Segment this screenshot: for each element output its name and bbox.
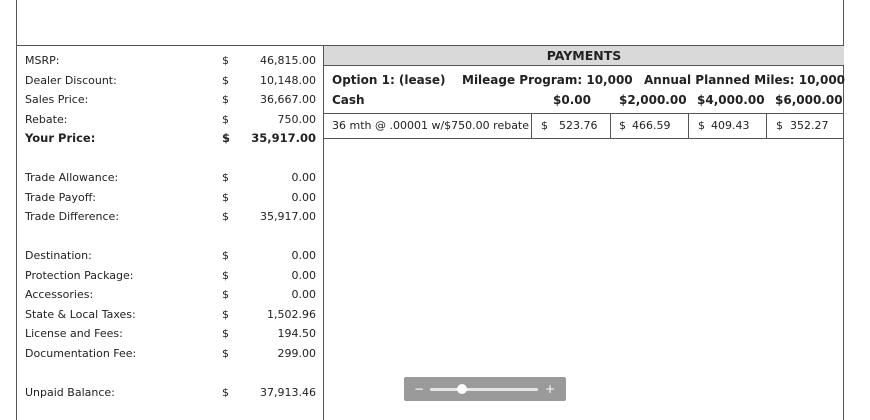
currency-symbol: $ — [222, 93, 229, 106]
row-protection-package — [17, 266, 323, 286]
currency-symbol: $ — [222, 327, 229, 340]
cell-divider — [610, 114, 611, 138]
row-amount: 0.00 — [291, 268, 316, 282]
payment-currency: $ — [698, 119, 705, 132]
mileage-program: Mileage Program: 10,000 — [462, 73, 633, 87]
payment-amount: 409.43 — [711, 119, 750, 132]
currency-symbol: $ — [222, 73, 229, 87]
row-amount: 194.50 — [277, 327, 316, 340]
currency-symbol: $ — [222, 210, 229, 223]
payment-amount: 466.59 — [632, 119, 671, 132]
row-state-local-taxes — [17, 305, 323, 325]
cash-row — [324, 90, 844, 110]
payments-header: PAYMENTS — [324, 46, 844, 66]
row-amount: 750.00 — [277, 112, 316, 126]
row-label: Sales Price: — [25, 93, 89, 106]
row-label: Trade Allowance: — [25, 171, 119, 184]
currency-symbol: $ — [222, 54, 229, 67]
row-label: Protection Package: — [25, 268, 134, 282]
row-label: Rebate: — [25, 112, 68, 126]
row-label: Documentation Fee: — [25, 346, 137, 360]
row-label: Trade Difference: — [25, 210, 120, 223]
option-label: Option 1: (lease) — [332, 73, 446, 87]
currency-symbol: $ — [222, 268, 229, 282]
zoom-control — [404, 377, 566, 401]
row-label: Your Price: — [25, 131, 96, 145]
row-label: MSRP: — [25, 54, 60, 67]
cash-column: $6,000.00 — [775, 93, 843, 107]
currency-symbol: $ — [222, 386, 229, 399]
row-label: Destination: — [25, 249, 92, 262]
cash-column: $0.00 — [553, 93, 591, 107]
row-label: Unpaid Balance: — [25, 386, 115, 399]
currency-symbol: $ — [222, 346, 229, 360]
currency-symbol: $ — [222, 112, 229, 126]
option-row — [324, 70, 844, 90]
row-amount: 35,917.00 — [260, 210, 316, 223]
row-amount: 37,913.46 — [260, 386, 316, 399]
row-msrp — [17, 51, 323, 71]
zoom-out-button[interactable]: − — [414, 382, 425, 396]
row-label: State & Local Taxes: — [25, 307, 136, 321]
row-documentation-fee — [17, 344, 323, 364]
payment-currency: $ — [541, 119, 548, 132]
payment-amount: 352.27 — [790, 119, 829, 132]
row-amount: 10,148.00 — [260, 73, 316, 87]
row-amount: 0.00 — [291, 249, 316, 262]
row-amount: 46,815.00 — [260, 54, 316, 67]
zoom-slider-track[interactable] — [430, 388, 538, 391]
cash-label: Cash — [332, 93, 365, 107]
currency-symbol: $ — [222, 288, 229, 301]
cash-column: $2,000.00 — [619, 93, 687, 107]
payment-currency: $ — [619, 119, 626, 132]
currency-symbol: $ — [222, 131, 231, 145]
row-amount: 0.00 — [291, 190, 316, 204]
row-rebate — [17, 110, 323, 130]
row-dealer-discount — [17, 71, 323, 91]
row-license-fees — [17, 324, 323, 344]
row-sales-price — [17, 90, 323, 110]
zoom-in-button[interactable]: + — [545, 382, 556, 396]
currency-symbol: $ — [222, 249, 229, 262]
row-destination — [17, 246, 323, 266]
row-amount: 1,502.96 — [267, 307, 316, 321]
row-amount: 36,667.00 — [260, 93, 316, 106]
row-label: License and Fees: — [25, 327, 123, 340]
payment-amount: 523.76 — [559, 119, 598, 132]
row-amount: 0.00 — [291, 288, 316, 301]
currency-symbol: $ — [222, 171, 229, 184]
row-label: Accessories: — [25, 288, 94, 301]
row-trade-allowance — [17, 168, 323, 188]
cash-column: $4,000.00 — [697, 93, 765, 107]
annual-planned-miles: Annual Planned Miles: 10,000 — [644, 73, 846, 87]
row-trade-payoff — [17, 188, 323, 208]
currency-symbol: $ — [222, 307, 229, 321]
row-label: Trade Payoff: — [25, 190, 97, 204]
price-breakdown-panel — [17, 46, 323, 420]
currency-symbol: $ — [222, 190, 229, 204]
row-label: Dealer Discount: — [25, 73, 117, 87]
row-unpaid-balance — [17, 383, 323, 403]
payment-currency: $ — [776, 119, 783, 132]
lease-term: 36 mth @ .00001 w/$750.00 rebate — [332, 119, 530, 132]
row-amount: 299.00 — [277, 346, 316, 360]
row-your-price — [17, 129, 323, 149]
zoom-slider-thumb[interactable] — [457, 384, 467, 394]
lease-payment-row — [324, 113, 844, 139]
row-amount: 35,917.00 — [251, 131, 316, 145]
cell-divider — [531, 114, 532, 138]
row-trade-difference — [17, 207, 323, 227]
row-accessories — [17, 285, 323, 305]
cell-divider — [688, 114, 689, 138]
cell-divider — [766, 114, 767, 138]
row-amount: 0.00 — [291, 171, 316, 184]
